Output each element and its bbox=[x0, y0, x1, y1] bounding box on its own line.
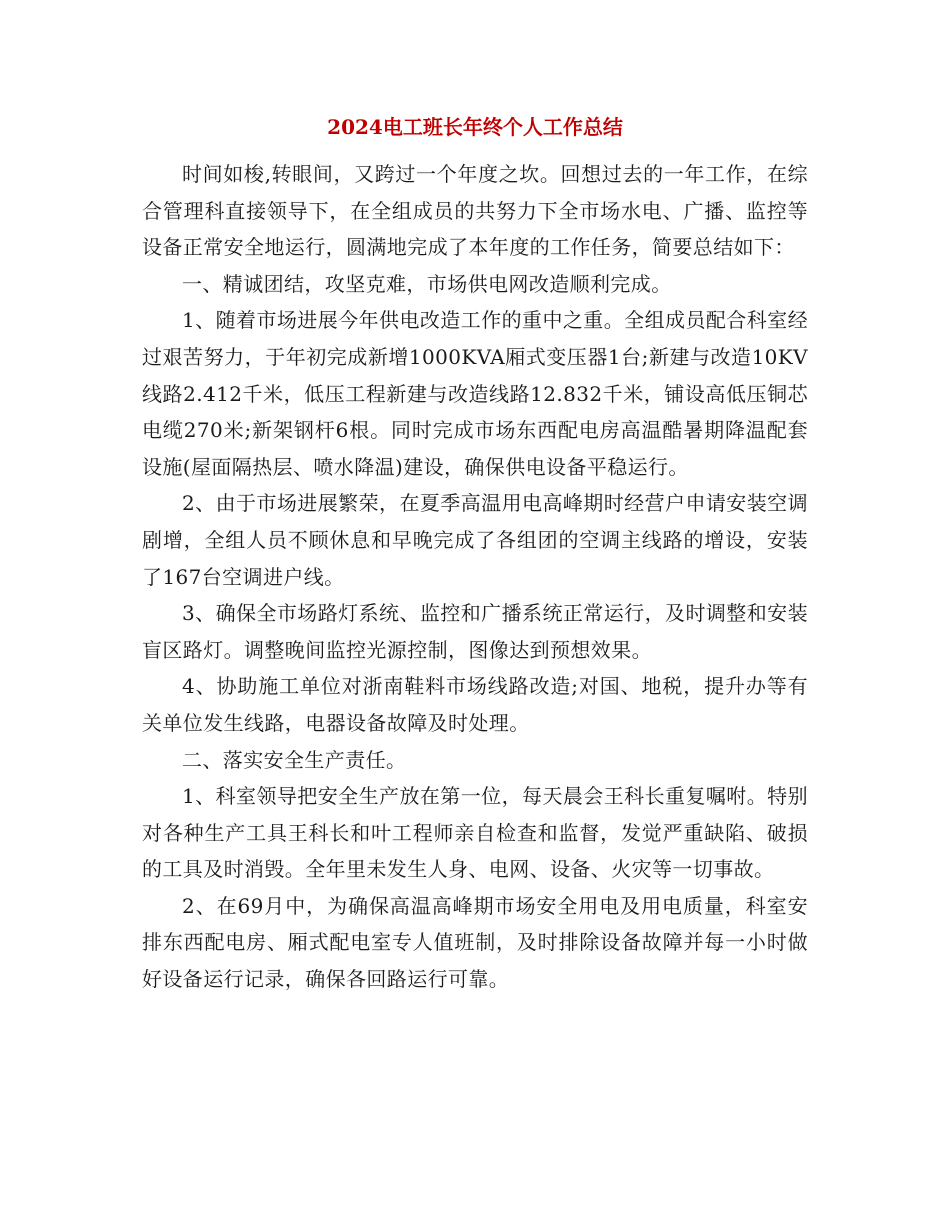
paragraph-1-2: 2、由于市场进展繁荣，在夏季高温用电高峰期时经营户申请安装空调剧增，全组人员不顾休息和早晚完成了各组团的空调主线路的增设，安装了167台空调进户线。 bbox=[142, 491, 808, 589]
document-body bbox=[142, 156, 808, 998]
document-title: 2024电工班长年终个人工作总结 bbox=[327, 115, 623, 139]
section-heading-2: 二、落实安全生产责任。 bbox=[182, 747, 407, 772]
paragraph-1-4: 4、协助施工单位对浙南鞋料市场线路改造;对国、地税，提升办等有关单位发生线路，电器设备故障及时处理。 bbox=[142, 674, 808, 735]
paragraph-2-2: 2、在69月中，为确保高温高峰期市场安全用电及用电质量，科室安排东西配电房、厢式配电室专人值班制，及时排除设备故障并每一小时做好设备运行记录，确保各回路运行可靠。 bbox=[142, 893, 808, 992]
paragraph-1-3: 3、确保全市场路灯系统、监控和广播系统正常运行，及时调整和安装盲区路灯。调整晚间监控光源控制，图像达到预想效果。 bbox=[142, 601, 808, 662]
paragraph-1-1: 1、随着市场进展今年供电改造工作的重中之重。全组成员配合科室经过艰苦努力，于年初完成新增1000KVA厢式变压器1台;新建与改造10KV线路2.412千米，低压工程新建与改造线路12.832千米，铺设高低压铜芯电缆270米;新架钢杆6根。同时完成市场东西配电房高温酷暑期降温配套设施(屋面隔热层、喷水降温)建设，确保供电设备平稳运行。 bbox=[142, 308, 808, 479]
paragraph-2-1: 1、科室领导把安全生产放在第一位，每天晨会王科长重复嘱咐。特别对各种生产工具王科长和叶工程师亲自检查和监督，发觉严重缺陷、破损的工具及时消毁。全年里未发生人身、电网、设备、火灾等一切事故。 bbox=[142, 784, 808, 882]
intro-paragraph: 时间如梭,转眼间，又跨过一个年度之坎。回想过去的一年工作，在综合管理科直接领导下，在全组成员的共努力下全市场水电、广播、监控等设备正常安全地运行，圆满地完成了本年度的工作任务，简要总结如下： bbox=[142, 162, 808, 260]
section-heading-1: 一、精诚团结，攻坚克难，市场供电网改造顺利完成。 bbox=[182, 271, 672, 296]
